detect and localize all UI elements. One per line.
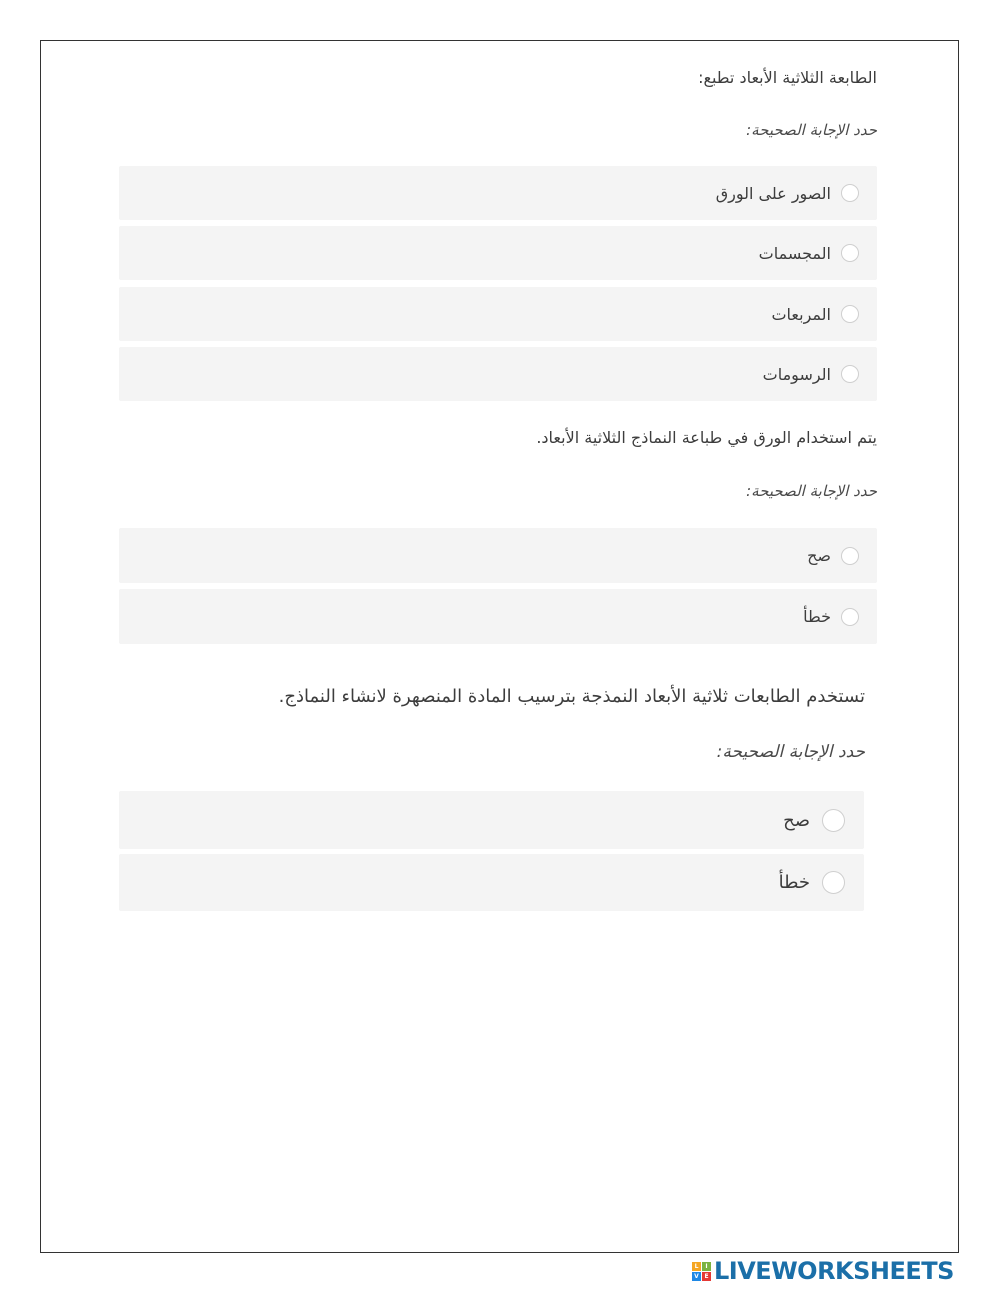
question-1-option-3[interactable] [119,287,877,341]
question-1-instruction: حدد الإجابة الصحيحة: [746,121,877,139]
question-2-text: يتم استخدام الورق في طباعة النماذج الثلاثية الأبعاد. [536,428,877,447]
option-label: المجسمات [758,243,831,263]
worksheet-page [40,40,959,1253]
question-2-instruction: حدد الإجابة الصحيحة: [746,482,877,500]
option-label: صح [783,809,810,831]
logo-mark-icon [692,1262,711,1281]
option-label: الصور على الورق [715,183,831,203]
logo-letter-l: L [692,1262,701,1271]
option-label: صح [807,546,831,565]
question-2-option-true[interactable] [119,528,877,583]
radio-icon[interactable] [822,809,845,832]
question-1-option-2[interactable] [119,226,877,280]
radio-icon[interactable] [841,244,859,262]
radio-icon[interactable] [841,547,859,565]
radio-icon[interactable] [841,365,859,383]
option-label: المربعات [771,304,831,324]
question-1-option-1[interactable] [119,166,877,220]
radio-icon[interactable] [822,871,845,894]
question-3-text: تستخدم الطابعات ثلاثية الأبعاد النمذجة بترسيب المادة المنصهرة لانشاء النماذج. [278,686,865,707]
option-label: خطأ [778,872,810,893]
option-label: خطأ [803,607,831,626]
question-1-option-4[interactable] [119,347,877,401]
radio-icon[interactable] [841,608,859,626]
brand-name: LIVEWORKSHEETS [714,1257,954,1285]
question-3-option-false[interactable] [119,854,864,911]
question-1-text: الطابعة الثلاثية الأبعاد تطبع: [698,68,877,87]
logo-letter-v: V [692,1272,701,1281]
logo-letter-e: E [702,1272,711,1281]
logo-letter-i: I [702,1262,711,1271]
question-2-option-false[interactable] [119,589,877,644]
liveworksheets-logo[interactable] [692,1257,954,1285]
radio-icon[interactable] [841,305,859,323]
question-3-instruction: حدد الإجابة الصحيحة: [716,742,865,762]
question-3-option-true[interactable] [119,791,864,849]
option-label: الرسومات [762,364,831,384]
radio-icon[interactable] [841,184,859,202]
